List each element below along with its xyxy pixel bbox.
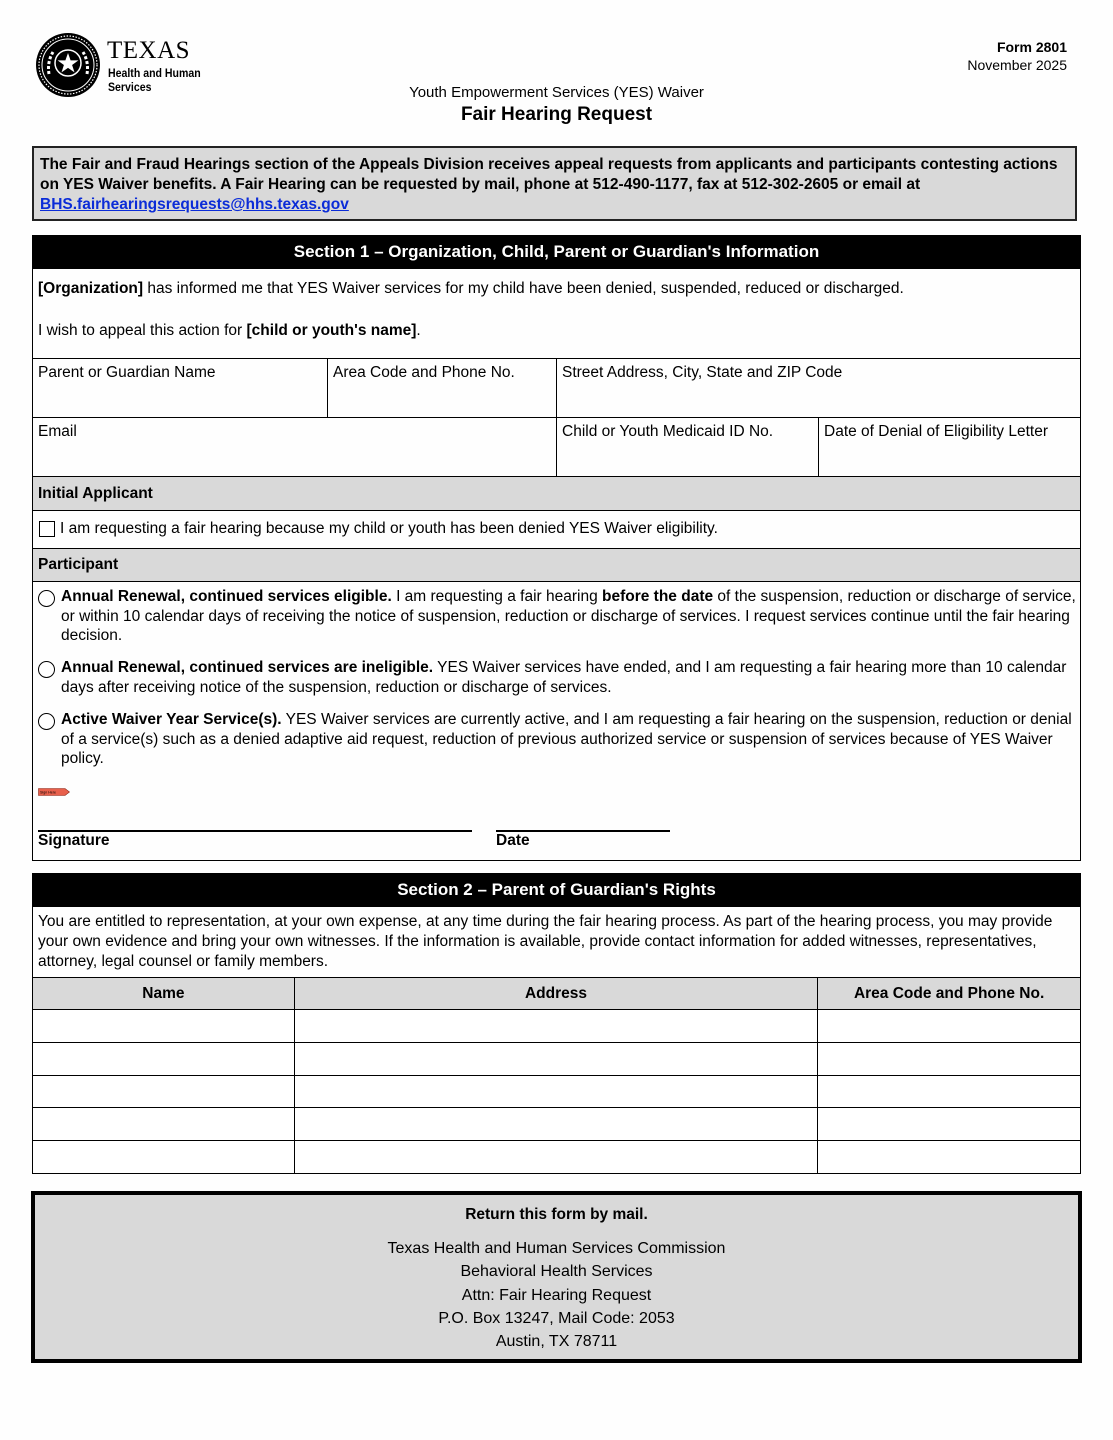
page-subtitle: Youth Empowerment Services (YES) Waiver xyxy=(409,84,704,101)
witness-name-cell[interactable] xyxy=(33,1141,295,1174)
email-field[interactable] xyxy=(38,422,550,472)
option-2-text: YES Waiver services have ended, and I am requesting a fair hearing more than 10 calendar days after receiving notice of the suspension, reduction or discharge of services. xyxy=(61,659,1067,696)
table-row xyxy=(33,1042,1081,1075)
address-field[interactable] xyxy=(562,363,1072,413)
witness-contact-table xyxy=(32,977,1081,1174)
table-row xyxy=(33,1141,1081,1174)
address-line: P.O. Box 13247, Mail Code: 2053 xyxy=(438,1309,675,1327)
logo-line2: Services xyxy=(108,80,152,94)
statement2-text: I wish to appeal this action for xyxy=(38,322,247,339)
option-3-text: YES Waiver services are currently active, and I am requesting a fair hearing on the suspension, reduction or denial of a service(s) such as a denied adaptive aid request, reduction of previous authorized service or suspension of services because of YES Waiver policy. xyxy=(61,711,1072,767)
medicaid-id-field[interactable] xyxy=(562,422,812,472)
column-header-phone: Area Code and Phone No. xyxy=(818,978,1081,1010)
witness-address-cell[interactable] xyxy=(294,1042,817,1075)
denial-date-label: Date of Denial of Eligibility Letter xyxy=(824,423,1049,440)
return-title: Return this form by mail. xyxy=(465,1206,648,1223)
initial-applicant-checkbox-label: I am requesting a fair hearing because my child or youth has been denied YES Waiver eligibility. xyxy=(60,520,718,537)
statement1-text: has informed me that YES Waiver services for my child have been denied, suspended, reduced or discharged. xyxy=(143,280,904,297)
mailing-address xyxy=(35,1237,1078,1353)
table-row xyxy=(33,1010,1081,1043)
intro-notice xyxy=(32,146,1077,221)
option-1-text-b: of the suspension, reduction or discharge of service, or within 10 calendar days of receiving the notice of suspension, reduction or discharge of services. I request services continue until the fair hearing decision. xyxy=(61,588,1076,644)
participant-option-3-radio[interactable] xyxy=(38,713,55,730)
divider xyxy=(33,581,1080,582)
witness-name-cell[interactable] xyxy=(33,1010,295,1043)
statement-organization xyxy=(38,279,904,299)
phone-field[interactable] xyxy=(333,363,551,413)
option-1-emphasis: before the date xyxy=(602,588,714,605)
divider xyxy=(556,358,557,476)
witness-phone-cell[interactable] xyxy=(818,1075,1081,1108)
participant-option-2-label xyxy=(61,658,1076,697)
guardian-name-field[interactable] xyxy=(38,363,323,413)
participant-option-1-radio[interactable] xyxy=(38,590,55,607)
option-3-title: Active Waiver Year Service(s). xyxy=(61,711,282,728)
witness-phone-cell[interactable] xyxy=(818,1010,1081,1043)
email-link[interactable]: BHS.fairhearingsrequests@hhs.texas.gov xyxy=(40,196,349,213)
witness-name-cell[interactable] xyxy=(33,1042,295,1075)
title-block xyxy=(0,84,1113,128)
option-1-title: Annual Renewal, continued services eligible. xyxy=(61,588,392,605)
table-row xyxy=(33,1108,1081,1141)
divider xyxy=(327,358,328,417)
address-line: Texas Health and Human Services Commission xyxy=(387,1240,726,1257)
guardian-name-label: Parent or Guardian Name xyxy=(38,364,216,381)
date-label: Date xyxy=(496,832,530,849)
form-identifier xyxy=(967,38,1067,74)
organization-placeholder[interactable]: [Organization] xyxy=(38,280,144,297)
sign-here-tag-icon xyxy=(38,788,70,796)
initial-applicant-heading: Initial Applicant xyxy=(38,485,153,502)
witness-address-cell[interactable] xyxy=(294,1075,817,1108)
witness-name-cell[interactable] xyxy=(33,1108,295,1141)
witness-address-cell[interactable] xyxy=(294,1141,817,1174)
intro-text: The Fair and Fraud Hearings section of the Appeals Division receives appeal requests from applicants and participants contesting actions on YES Waiver benefits. A Fair Hearing can be requested by mail, phone at 512-490-1177, fax at 512-302-2605 or email at xyxy=(40,156,1058,193)
rights-text: You are entitled to representation, at your own expense, at any time during the fair hearing process. As part of the hearing process, you may provide your own evidence and bring your own witnesses. If the information is available, provide contact information for added witnesses, representatives, attorney, legal counsel or family members. xyxy=(38,913,1053,970)
statement-appeal xyxy=(38,321,421,341)
table-row xyxy=(33,1075,1081,1108)
participant-heading-row xyxy=(33,549,1080,581)
option-1-text-a: I am requesting a fair hearing xyxy=(391,588,602,605)
initial-applicant-heading-row xyxy=(33,477,1080,510)
witness-address-cell[interactable] xyxy=(294,1108,817,1141)
section1-header: Section 1 – Organization, Child, Parent or Guardian's Information xyxy=(32,235,1081,268)
address-label: Street Address, City, State and ZIP Code xyxy=(562,364,843,381)
email-label: Email xyxy=(38,423,77,440)
table-header-row xyxy=(33,978,1081,1010)
divider xyxy=(818,417,819,476)
svg-text:Sign Here: Sign Here xyxy=(40,790,56,795)
form-date: November 2025 xyxy=(967,57,1067,73)
statement2-period: . xyxy=(416,322,421,339)
medicaid-id-label: Child or Youth Medicaid ID No. xyxy=(562,423,774,440)
address-line: Attn: Fair Hearing Request xyxy=(461,1286,652,1304)
participant-option-1-label xyxy=(61,587,1076,646)
logo-wordmark: TEXAS xyxy=(107,37,191,64)
option-2-title: Annual Renewal, continued services are ineligible. xyxy=(61,659,434,676)
form-number: Form 2801 xyxy=(996,39,1067,55)
page-title: Fair Hearing Request xyxy=(460,104,653,125)
return-address-box xyxy=(31,1191,1082,1363)
divider xyxy=(33,510,1080,511)
address-line: Austin, TX 78711 xyxy=(495,1333,618,1351)
address-line: Behavioral Health Services xyxy=(460,1263,653,1281)
participant-option-2-radio[interactable] xyxy=(38,661,55,678)
child-name-placeholder[interactable]: [child or youth's name] xyxy=(246,322,417,339)
column-header-name: Name xyxy=(33,978,295,1010)
section1-body xyxy=(32,268,1081,861)
phone-label: Area Code and Phone No. xyxy=(333,364,515,381)
witness-name-cell[interactable] xyxy=(33,1075,295,1108)
logo-line1: Health and Human xyxy=(108,66,201,80)
section2-header: Section 2 – Parent of Guardian's Rights xyxy=(32,873,1081,907)
witness-phone-cell[interactable] xyxy=(818,1141,1081,1174)
column-header-address: Address xyxy=(294,978,817,1010)
initial-applicant-checkbox[interactable] xyxy=(39,521,55,537)
denial-date-field[interactable] xyxy=(824,422,1074,472)
participant-heading: Participant xyxy=(38,556,119,573)
witness-phone-cell[interactable] xyxy=(818,1042,1081,1075)
witness-phone-cell[interactable] xyxy=(818,1108,1081,1141)
witness-address-cell[interactable] xyxy=(294,1010,817,1043)
signature-label: Signature xyxy=(38,832,110,849)
section2-rights-text-box xyxy=(32,906,1081,978)
participant-option-3-label xyxy=(61,710,1076,769)
